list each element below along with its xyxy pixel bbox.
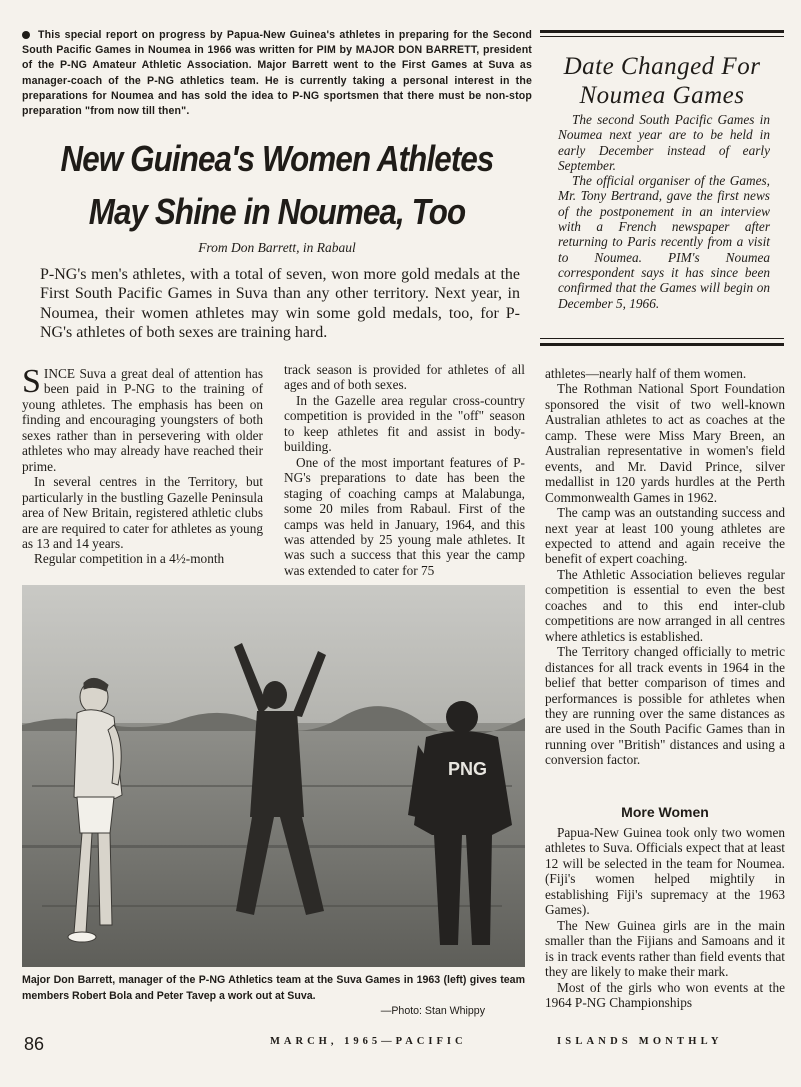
paragraph: The Athletic Association believes regular competition is essential to even the best coaches and to this end inter-club competitions are now arranged in all centres where athletics is established. [545, 566, 785, 644]
paragraph: The camp was an outstanding success and next year at least 100 young athletes are expected to attend and again receive the benefit of expert coaching. [545, 505, 785, 567]
headline-line-1: New Guinea's Women Athletes [60, 138, 494, 179]
paragraph: The Rothman National Sport Foundation sponsored the visit of two well-known Australian athletes to act as coaches at the camp. These were Miss Mary Breen, an Australian representative in women's field events, and Mr. David Prince, silver medallist in 120 yards hurdles at the Perth Commonwealth Games in 1962. [545, 381, 785, 505]
byline: From Don Barrett, in Rabaul [198, 240, 356, 255]
headline-line-2: May Shine in Noumea, Too [88, 191, 466, 232]
article-column-3 [545, 366, 785, 768]
sidebar-text [558, 112, 770, 311]
paragraph: The Territory changed officially to metric distances for all track events in 1964 in the belief that better comparison of times and performances is possible for athletes when they are running over the same distances as are used in the South Pacific Games than in running over "British" distances and using a conversion factor. [545, 644, 785, 768]
paragraph [22, 363, 263, 474]
photo-caption [22, 973, 525, 1020]
intro-text: This special report on progress by Papua-New Guinea's athletes in preparing for the Second South Pacific Games in Noumea in 1966 was written for PIM by MAJOR DON BARRETT, president of the P-NG Amateur Athletic Association. Major Barrett went to the First Games at Suva as manager-coach of the P-NG athletics team. He is currently taking a personal interest in the preparations for Noumea and has sold the idea to P-NG sportsmen that there must be non-stop preparation "from now till then". [22, 29, 532, 118]
sidebar-title-line-2: Noumea Games [579, 82, 745, 109]
article-column-2 [284, 362, 525, 578]
jersey-text: PNG [448, 759, 488, 779]
subheading: More Women [621, 804, 709, 820]
paragraph-text: INCE Suva a great deal of attention has been paid in P-NG to the training of young athletes. The emphasis has been on finding and encouraging youngsters of both sexes rather than in persevering with older athletes who may already have reached their prime. [22, 366, 263, 474]
photo-image [22, 585, 525, 967]
paragraph: Regular competition in a 4½-month [34, 551, 225, 567]
article-column-3-continued [545, 825, 785, 1010]
bottom-rule [540, 343, 784, 346]
drop-cap: S [22, 363, 41, 400]
page-number: 86 [24, 1034, 45, 1054]
headline [55, 132, 499, 238]
sidebar-title-line-1: Date Changed For [563, 53, 761, 80]
standfirst: P-NG's men's athletes, with a total of seven, won more gold medals at the First South Pacific Games in Suva than any other territory. Next year, in Noumea, their women athletes may win some gold medals, too, for P-NG's athletes of both sexes are training hard. [40, 266, 520, 341]
bottom-rule-thin [540, 338, 784, 339]
top-rule-thin [540, 36, 784, 37]
paragraph: One of the most important features of P-NG's preparations to date has been the staging of coaching camps at Malabunga, some 20 miles from Rabaul. First of the camps was held in January, 1964, and this was attended by 25 young male athletes. It was such a success that this year the camp was extended to cater for 75 [284, 454, 525, 578]
paragraph: In several centres in the Territory, but particularly in the bustling Gazelle Peninsula area of New Britain, registered athletic clubs are are required to cater for athletes as young as 13 and 14 years. [22, 474, 263, 551]
footer-publication: ISLANDS MONTHLY [557, 1036, 723, 1047]
paragraph: In the Gazelle area regular cross-country competition is provided in the "off" season to keep athletes fit and assist in body-building. [284, 392, 525, 455]
paragraph: Papua-New Guinea took only two women athletes to Suva. Officials expect that at least 12 will be selected in the team for Noumea. (Fiji's women helped mightily in establishing Fiji's supremacy at the 1963 Games). [545, 825, 785, 918]
top-rule [540, 30, 784, 33]
paragraph: Most of the girls who won events at the 1964 P-NG Championships [545, 979, 785, 1010]
paragraph: track season is provided for athletes of all ages and of both sexes. [284, 362, 525, 393]
sidebar-title [540, 52, 784, 110]
article-column-1 [22, 363, 263, 567]
paragraph: The New Guinea girls are in the main smaller than the Fijians and Samoans and it is in track events rather than field events that they are likely to make their mark. [545, 917, 785, 980]
sidebar-paragraph: The official organiser of the Games, Mr. Tony Bertrand, gave the first news of the postponement in an interview with a French newspaper after returning to Paris recently from a visit to Noumea. PIM's Noumea correspondent says it has since been confirmed that the Games will begin on December 5, 1966. [558, 173, 770, 311]
photo-credit: —Photo: Stan Whippy [380, 1005, 485, 1017]
paragraph: athletes—nearly half of them women. [545, 366, 747, 381]
footer-date-publication: MARCH, 1965—PACIFIC [270, 1036, 467, 1047]
page-footer [0, 1030, 801, 1060]
bullet-icon [22, 31, 30, 39]
caption-text: Major Don Barrett, manager of the P-NG Athletics team at the Suva Games in 1963 (left) gives team members Robert Bola and Peter Tavep a work out at Suva. [22, 974, 525, 1002]
sidebar-paragraph: The second South Pacific Games in Noumea next year are to be held in early December instead of early September. [558, 112, 770, 173]
intro-note [22, 28, 532, 119]
sidebar-box [540, 30, 784, 348]
training-photo [22, 585, 525, 967]
